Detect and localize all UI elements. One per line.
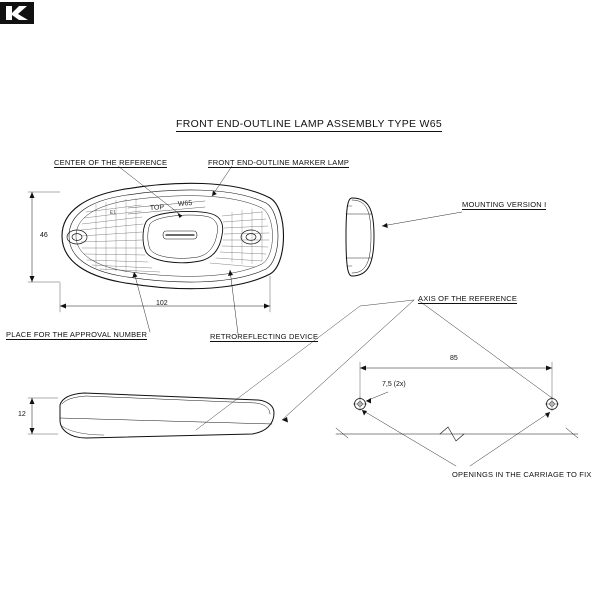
svg-text:E1: E1 [109, 209, 117, 216]
label-retroreflecting-device: RETROREFLECTING DEVICE [210, 332, 319, 341]
label-mounting-version: MOUNTING VERSION I [462, 200, 547, 209]
label-center-of-reference: CENTER OF THE REFERENCE [54, 158, 168, 167]
label-openings-in-carriage: OPENINGS IN THE CARRIAGE TO FIX [452, 470, 592, 479]
dimension-thickness-side: 12 [18, 411, 26, 418]
dimension-width-front: 102 [156, 300, 168, 307]
label-axis-of-reference: AXIS OF THE REFERENCE [418, 294, 518, 303]
lens-top-marking [110, 200, 193, 216]
label-place-for-approval-number: PLACE FOR THE APPROVAL NUMBER [6, 330, 148, 339]
page-title: FRONT END-OUTLINE LAMP ASSEMBLY TYPE W65 [176, 118, 443, 130]
dimension-mount-spacing: 85 [450, 355, 458, 362]
dimension-hole-diameter: 7,5 (2x) [382, 381, 406, 388]
label-front-end-outline-marker-lamp: FRONT END-OUTLINE MARKER LAMP [208, 158, 350, 167]
svg-text:TOP: TOP [149, 204, 165, 212]
dimension-height-front: 46 [40, 232, 48, 239]
svg-text:W65: W65 [177, 200, 193, 208]
kramp-logo [0, 0, 34, 26]
